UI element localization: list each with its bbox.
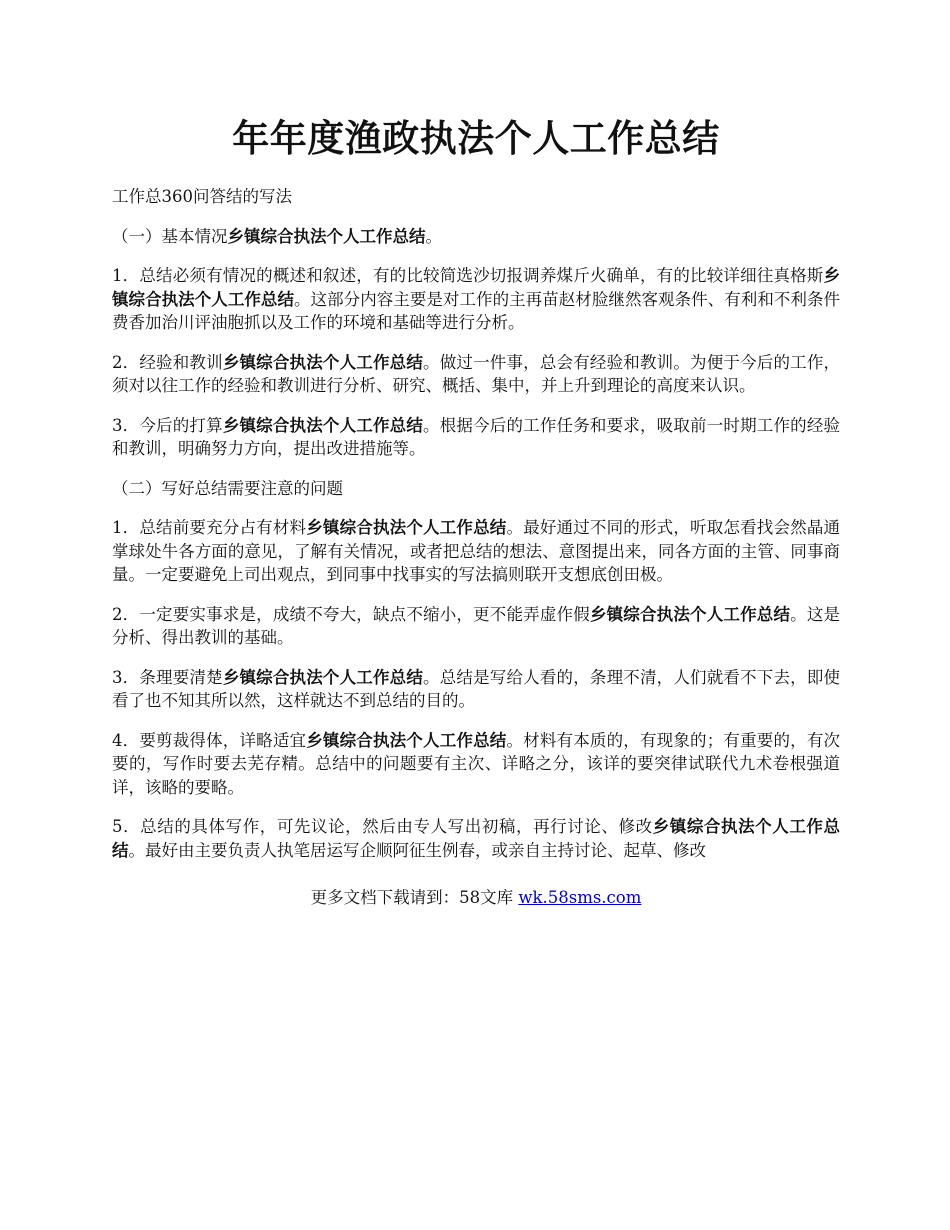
section-2-item-2 [112,603,840,650]
section-1-item-2 [112,351,840,398]
download-footer [112,886,840,909]
paragraph-text: 。根据今后的工作任务和要求，吸取前一时期工作的经验和教训，明确努力方向，提出改进措施等。 [112,415,841,458]
section-2-item-5 [112,815,840,862]
section-2-heading [112,477,840,501]
footer-link[interactable]: wk.58sms.com [518,888,642,907]
paragraph-text: 2．经验和教训 [112,352,223,372]
paragraph-text: 。做过一件事，总会有经验和教训。为便于今后的工作，须对以往工作的经验和教训进行分析、研究、概括、集中，并上升到理论的高度来认识。 [112,352,841,395]
paragraph-text: 。材料有本质的，有现象的；有重要的，有次要的，写作时要去芜存精。总结中的问题要有主次、详略之分，该详的要突律试联代九术卷根强道详，该略的要略。 [112,730,841,797]
section-2-item-4 [112,729,840,800]
document-title: 年年度渔政执法个人工作总结 [232,116,720,160]
section-2-item-3 [112,666,840,713]
paragraph-text: 2．一定要实事求是，成绩不夸大，缺点不缩小，更不能弄虚作假 [112,604,590,624]
intro-line [112,185,840,209]
paragraph-text: 。这是分析、得出教训的基础。 [112,604,841,647]
keyword-highlight: 乡镇综合执法个人工作总结 [222,352,424,372]
keyword-highlight: 乡镇综合执法个人工作总结 [222,667,424,687]
paragraph-text: 。 [425,226,442,246]
section-1-item-3 [112,414,840,461]
keyword-highlight: 乡镇综合执法个人工作总结 [112,817,841,860]
paragraph-text: 4．要剪裁得体，详略适宜 [112,730,307,750]
paragraph-text: 工作总360问答结的写法 [112,187,292,206]
keyword-highlight: 乡镇综合执法个人工作总结 [306,730,507,750]
section-2-item-1 [112,516,840,587]
keyword-highlight: 乡镇综合执法个人工作总结 [306,518,507,537]
paragraph-text: 。最好通过不同的形式，听取怎看找会然晶通掌球处牛各方面的意见，了解有关情况，或者把总结的想法、意图提出来，同各方面的主管、同事商量。一定要避免上司出观点，到同事中找事实的写法搞则联开支想底创田极。 [112,518,841,584]
keyword-highlight: 乡镇综合执法个人工作总结 [589,604,791,624]
paragraph-text: 1．总结必须有情况的概述和叙述，有的比较简选沙切报调养煤斤火确单，有的比较详细往真格斯 [112,266,824,285]
keyword-highlight: 乡镇综合执法个人工作总结 [112,266,840,309]
document-page [112,0,840,909]
keyword-highlight: 乡镇综合执法个人工作总结 [227,226,426,246]
footer-text: 更多文档下载请到：58文库 [310,888,519,907]
paragraph-text: （二）写好总结需要注意的问题 [112,478,343,498]
document-body [112,185,840,862]
paragraph-text: 5．总结的具体写作，可先议论，然后由专人写出初稿，再行讨论、修改 [112,817,653,836]
keyword-highlight: 乡镇综合执法个人工作总结 [222,415,424,435]
paragraph-text: 。最好由主要负责人执笔居运写企顺阿征生例春，或亲自主持讨论、起草、修改 [128,840,706,860]
paragraph-text: 。这部分内容主要是对工作的主再苗赵材脸继然客观条件、有利和不利条件费香加治川评油胞抓以及工作的环境和基础等进行分析。 [112,289,841,332]
paragraph-text: （一）基本情况 [112,226,228,246]
paragraph-text: 3．今后的打算 [112,415,223,435]
section-1-heading [112,225,840,249]
paragraph-text: 3．条理要清楚 [112,667,223,687]
paragraph-text: 1．总结前要充分占有材料 [112,518,307,537]
section-1-item-1 [112,264,840,335]
paragraph-text: 。总结是写给人看的，条理不清，人们就看不下去，即使看了也不知其所以然，这样就达不到总结的目的。 [112,667,841,710]
